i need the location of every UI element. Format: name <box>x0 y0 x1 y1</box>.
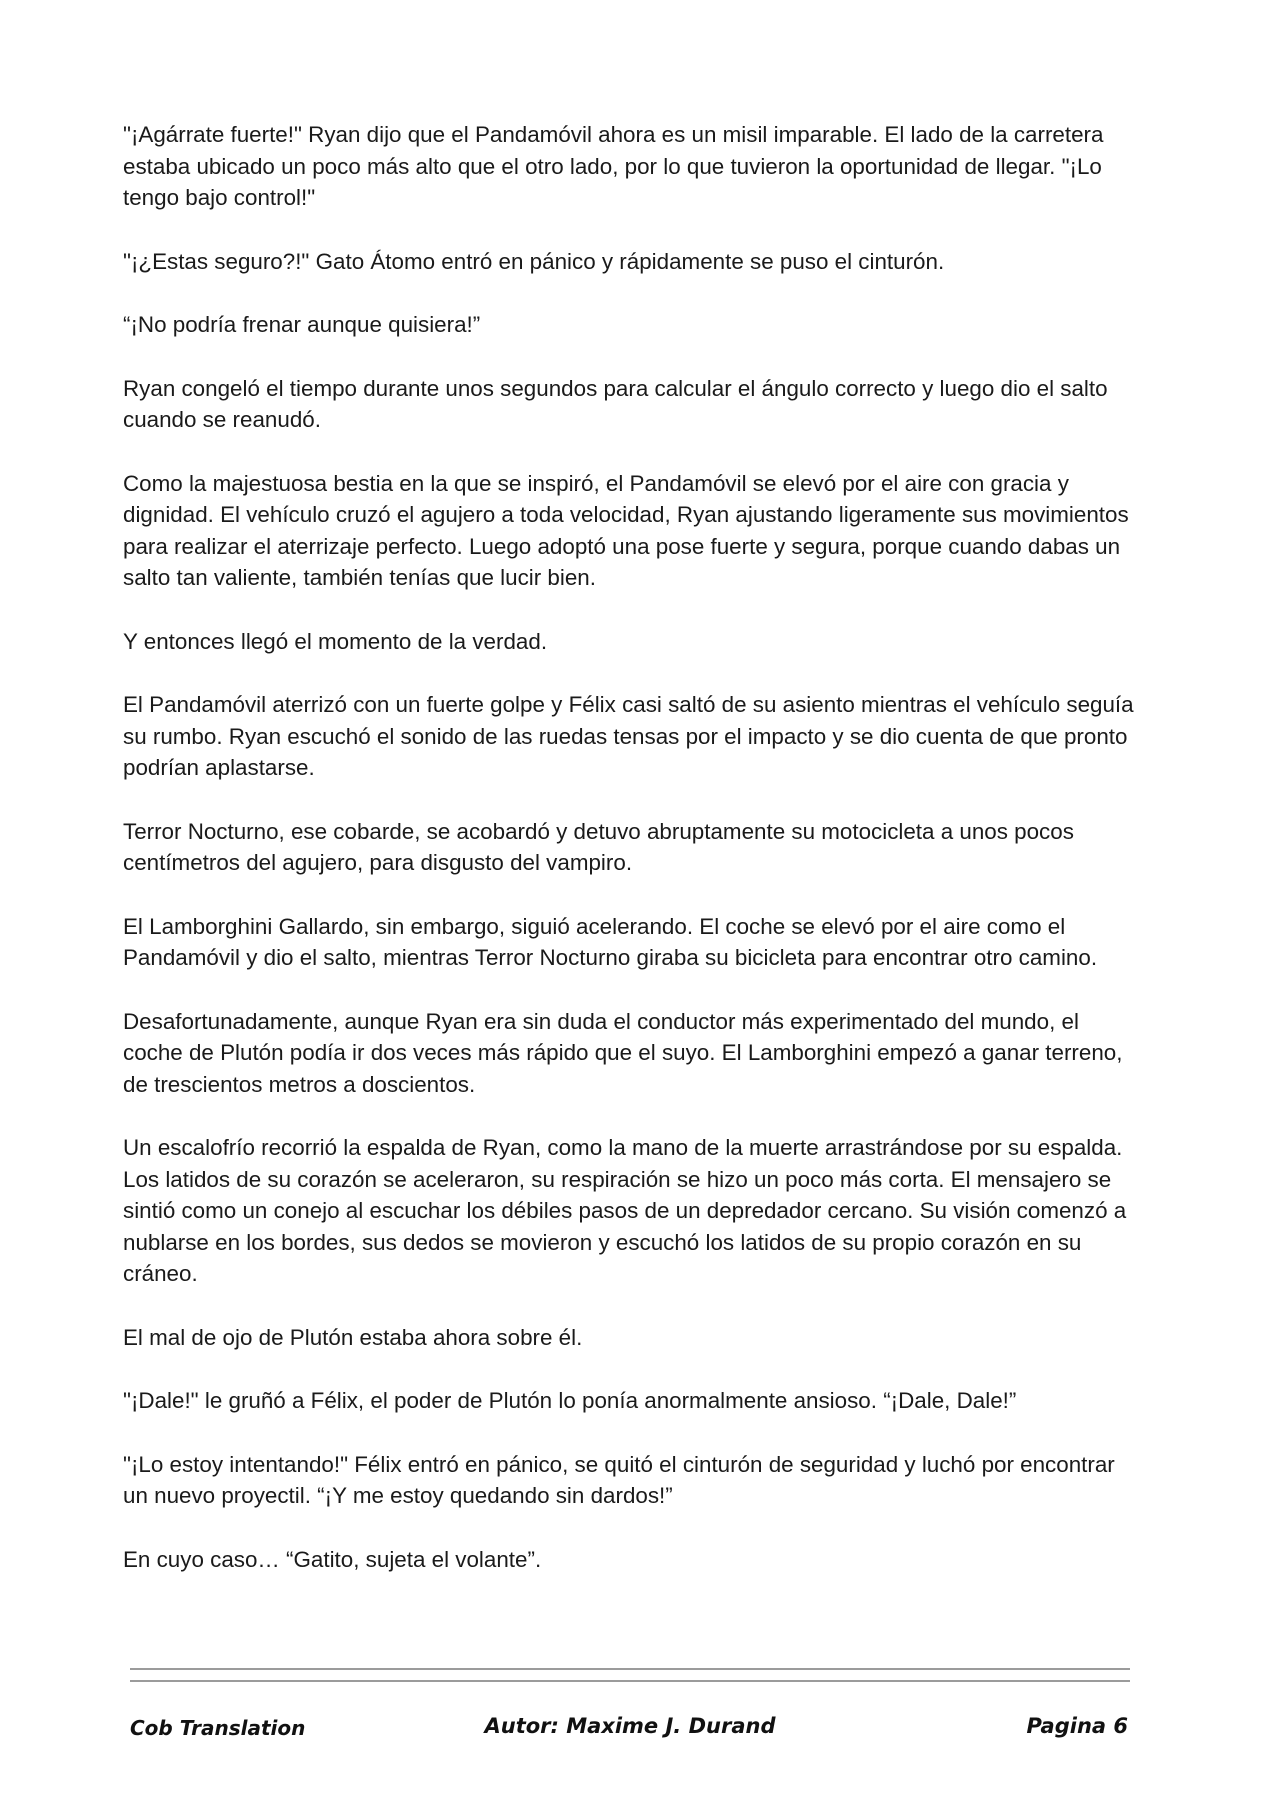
page-body <box>123 119 1143 1607</box>
footer-rule-top <box>130 1668 1130 1670</box>
footer-translator: Cob Translation <box>130 1716 306 1740</box>
paragraph: Y entonces llegó el momento de la verdad. <box>123 628 548 654</box>
footer-divider <box>130 1668 1130 1682</box>
page-footer <box>130 1714 1130 1748</box>
footer-page-number: Pagina 6 <box>1026 1714 1128 1738</box>
footer-rule-bottom <box>130 1680 1130 1682</box>
paragraph: "¡Dale!" le gruñó a Félix, el poder de Plutón lo ponía anormalmente ansioso. “¡Dale, Dale!” <box>123 1388 1017 1413</box>
paragraph: El mal de ojo de Plutón estaba ahora sobre él. <box>123 1324 583 1350</box>
paragraph: Terror Nocturno, ese cobarde, se acobardó y detuvo abruptamente su motocicleta a unos pocos centímetros del agujero, para disgusto del vampiro. <box>123 818 1074 875</box>
paragraph: Ryan congeló el tiempo durante unos segundos para calcular el ángulo correcto y luego dio el salto cuando se reanudó. <box>123 375 1108 432</box>
paragraph: El Lamborghini Gallardo, sin embargo, siguió acelerando. El coche se elevó por el aire como el Pandamóvil y dio el salto, mientras Terror Nocturno giraba su bicicleta para encontrar otro camino. <box>123 913 1098 970</box>
footer-author: Autor: Maxime J. Durand <box>484 1714 776 1738</box>
paragraph: Un escalofrío recorrió la espalda de Ryan, como la mano de la muerte arrastrándose por su espalda. Los latidos de su corazón se aceleraron, su respiración se hizo un poco más corta. El mensajero se sintió como un conejo al escuchar los débiles pasos de un depredador cercano. Su visión comenzó a nublarse en los bordes, sus dedos se movieron y escuchó los latidos de su propio corazón en su cráneo. <box>123 1135 1127 1286</box>
paragraph: “¡No podría frenar aunque quisiera!” <box>123 312 481 337</box>
paragraph: El Pandamóvil aterrizó con un fuerte golpe y Félix casi saltó de su asiento mientras el vehículo seguía su rumbo. Ryan escuchó el sonido de las ruedas tensas por el impacto y se dio cuenta de que pronto podrían aplastarse. <box>123 692 1134 780</box>
paragraph: Desafortunadamente, aunque Ryan era sin duda el conductor más experimentado del mundo, el coche de Plutón podía ir dos veces más rápido que el suyo. El Lamborghini empezó a ganar terreno, de trescientos metros a doscientos. <box>123 1008 1123 1097</box>
paragraph: "¡¿Estas seguro?!" Gato Átomo entró en pánico y rápidamente se puso el cinturón. <box>123 248 945 274</box>
paragraph: "¡Agárrate fuerte!" Ryan dijo que el Pandamóvil ahora es un misil imparable. El lado de la carretera estaba ubicado un poco más alto que el otro lado, por lo que tuvieron la oportunidad de llegar. "¡Lo tengo bajo control!" <box>123 122 1104 210</box>
paragraph: En cuyo caso… “Gatito, sujeta el volante”. <box>123 1546 542 1572</box>
paragraph: "¡Lo estoy intentando!" Félix entró en pánico, se quitó el cinturón de seguridad y luchó por encontrar un nuevo proyectil. “¡Y me estoy quedando sin dardos!” <box>123 1451 1115 1508</box>
paragraph: Como la majestuosa bestia en la que se inspiró, el Pandamóvil se elevó por el aire con gracia y dignidad. El vehículo cruzó el agujero a toda velocidad, Ryan ajustando ligeramente sus movimientos para realizar el aterrizaje perfecto. Luego adoptó una pose fuerte y segura, porque cuando dabas un salto tan valiente, también tenías que lucir bien. <box>123 470 1129 590</box>
